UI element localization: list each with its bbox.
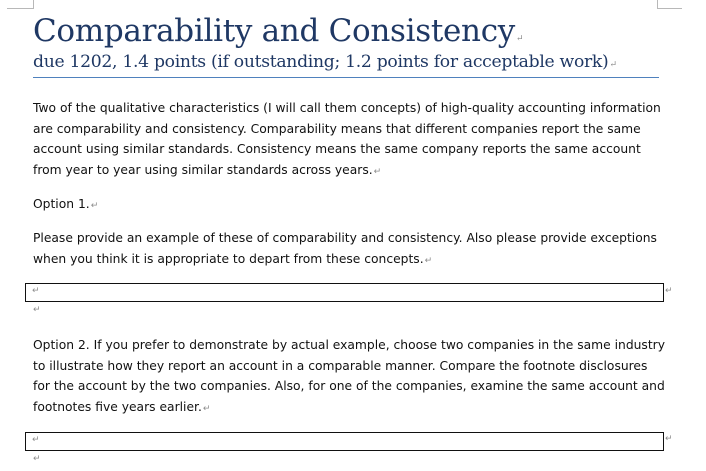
paragraph-mark-icon: ↵ xyxy=(90,201,99,211)
option2-answer-box[interactable] xyxy=(25,432,664,451)
title-underline-rule xyxy=(33,77,659,78)
empty-paragraph-mark-icon[interactable]: ↵ xyxy=(33,454,41,464)
paragraph-mark-icon: ↵ xyxy=(424,255,433,266)
row-end-mark-icon: ↵ xyxy=(665,434,673,444)
empty-paragraph-mark-icon[interactable]: ↵ xyxy=(33,305,41,315)
crop-mark-top-left xyxy=(7,0,34,9)
title-text: Comparability and Consistency xyxy=(33,13,515,49)
paragraph-mark-icon: ↵ xyxy=(32,435,40,445)
option1-heading[interactable] xyxy=(33,194,668,217)
option1-text: Please provide an example of these of comparability and consistency. Also please provide exceptions when you think it is appropriate to depart from these concepts. xyxy=(33,231,657,266)
row-end-mark-icon: ↵ xyxy=(665,286,673,296)
crop-mark-top-right xyxy=(657,0,682,9)
option1-paragraph[interactable] xyxy=(33,228,668,271)
option2-paragraph[interactable] xyxy=(33,335,668,419)
intro-text: Two of the qualitative characteristics (I will call them concepts) of high-quality accounting information are comparability and consistency. Comparability means that different companies report the same account using similar standards. Consistency means the same company reports the same account from year to year using similar standards across years. xyxy=(33,101,661,177)
subtitle-text: due 1202, 1.4 points (if outstanding; 1.2 points for acceptable work) xyxy=(33,52,609,72)
option1-answer-box[interactable] xyxy=(25,283,664,302)
document-subtitle[interactable] xyxy=(33,50,617,77)
paragraph-mark-icon: ↵ xyxy=(373,166,382,177)
paragraph-mark-icon: ↵ xyxy=(516,34,524,44)
paragraph-mark-icon: ↵ xyxy=(32,286,40,296)
option2-text: Option 2. If you prefer to demonstrate by actual example, choose two companies in the same industry to illustrate how they report an account in a comparable manner. Compare the footnote disclosures for the account by the two companies. Also, for one of the companies, examine the same account and footnotes five years earlier. xyxy=(33,338,665,414)
paragraph-mark-icon: ↵ xyxy=(202,403,211,414)
option1-heading-text: Option 1. xyxy=(33,197,90,211)
intro-paragraph[interactable] xyxy=(33,98,668,182)
paragraph-mark-icon: ↵ xyxy=(609,60,617,70)
